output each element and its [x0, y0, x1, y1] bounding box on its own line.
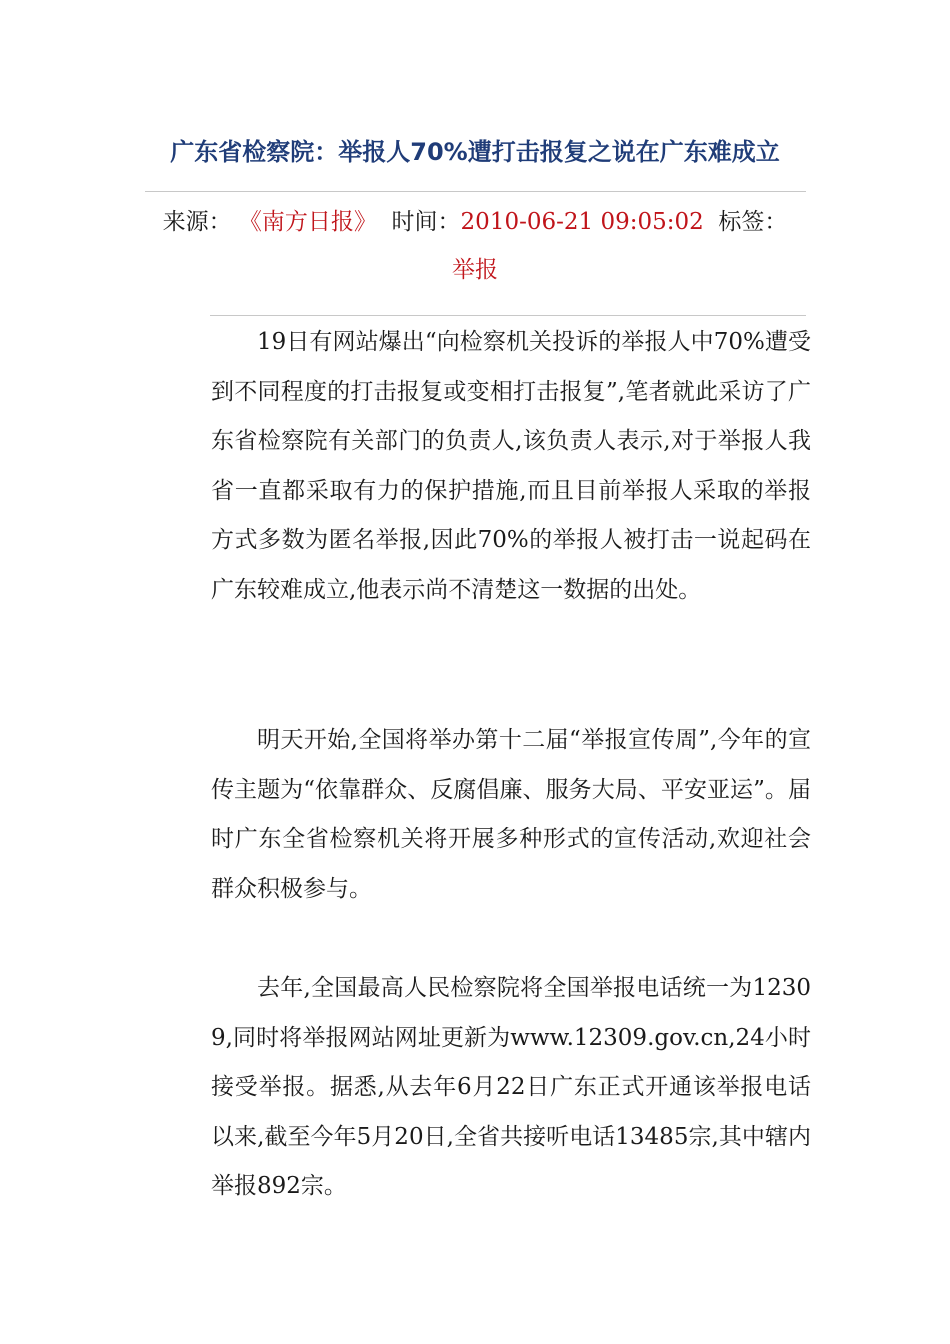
article-title: 广东省检察院：举报人70%遭打击报复之说在广东难成立: [170, 138, 780, 166]
paragraph-text: 去年,全国最高人民检察院将全国举报电话统一为12309,同时将举报网站网址更新为www.12309.gov.cn,24小时接受举报。据悉,从去年6月22日广东正式开通该举报电话以来,截至今年5月20日,全省共接听电话13485宗,其中辖内举报892宗。: [211, 975, 811, 1199]
title-divider: [145, 191, 806, 192]
tag-link[interactable]: 举报: [452, 257, 498, 283]
article-meta: [140, 198, 810, 294]
article-paragraph-3: [211, 964, 811, 1212]
source-link[interactable]: 《南方日报》: [238, 209, 377, 235]
meta-divider: [210, 315, 806, 316]
article-paragraph-2: [211, 716, 811, 914]
time-label: 时间：: [391, 209, 461, 235]
tag-label: 标签：: [718, 209, 788, 235]
source-label: 来源：: [162, 209, 232, 235]
paragraph-text: 明天开始,全国将举办第十二届“举报宣传周”,今年的宣传主题为“依靠群众、反腐倡廉、服务大局、平安亚运”。届时广东全省检察机关将开展多种形式的宣传活动,欢迎社会群众积极参与。: [211, 727, 811, 902]
paragraph-text: 19日有网站爆出“向检察机关投诉的举报人中70%遭受到不同程度的打击报复或变相打击报复”,笔者就此采访了广东省检察院有关部门的负责人,该负责人表示,对于举报人我省一直都采取有力的保护措施,而且目前举报人采取的举报方式多数为匿名举报,因此70%的举报人被打击一说起码在广东较难成立,他表示尚不清楚这一数据的出处。: [211, 329, 811, 603]
publish-time: 2010-06-21 09:05:02: [460, 209, 704, 235]
article-paragraph-1: [211, 318, 811, 615]
